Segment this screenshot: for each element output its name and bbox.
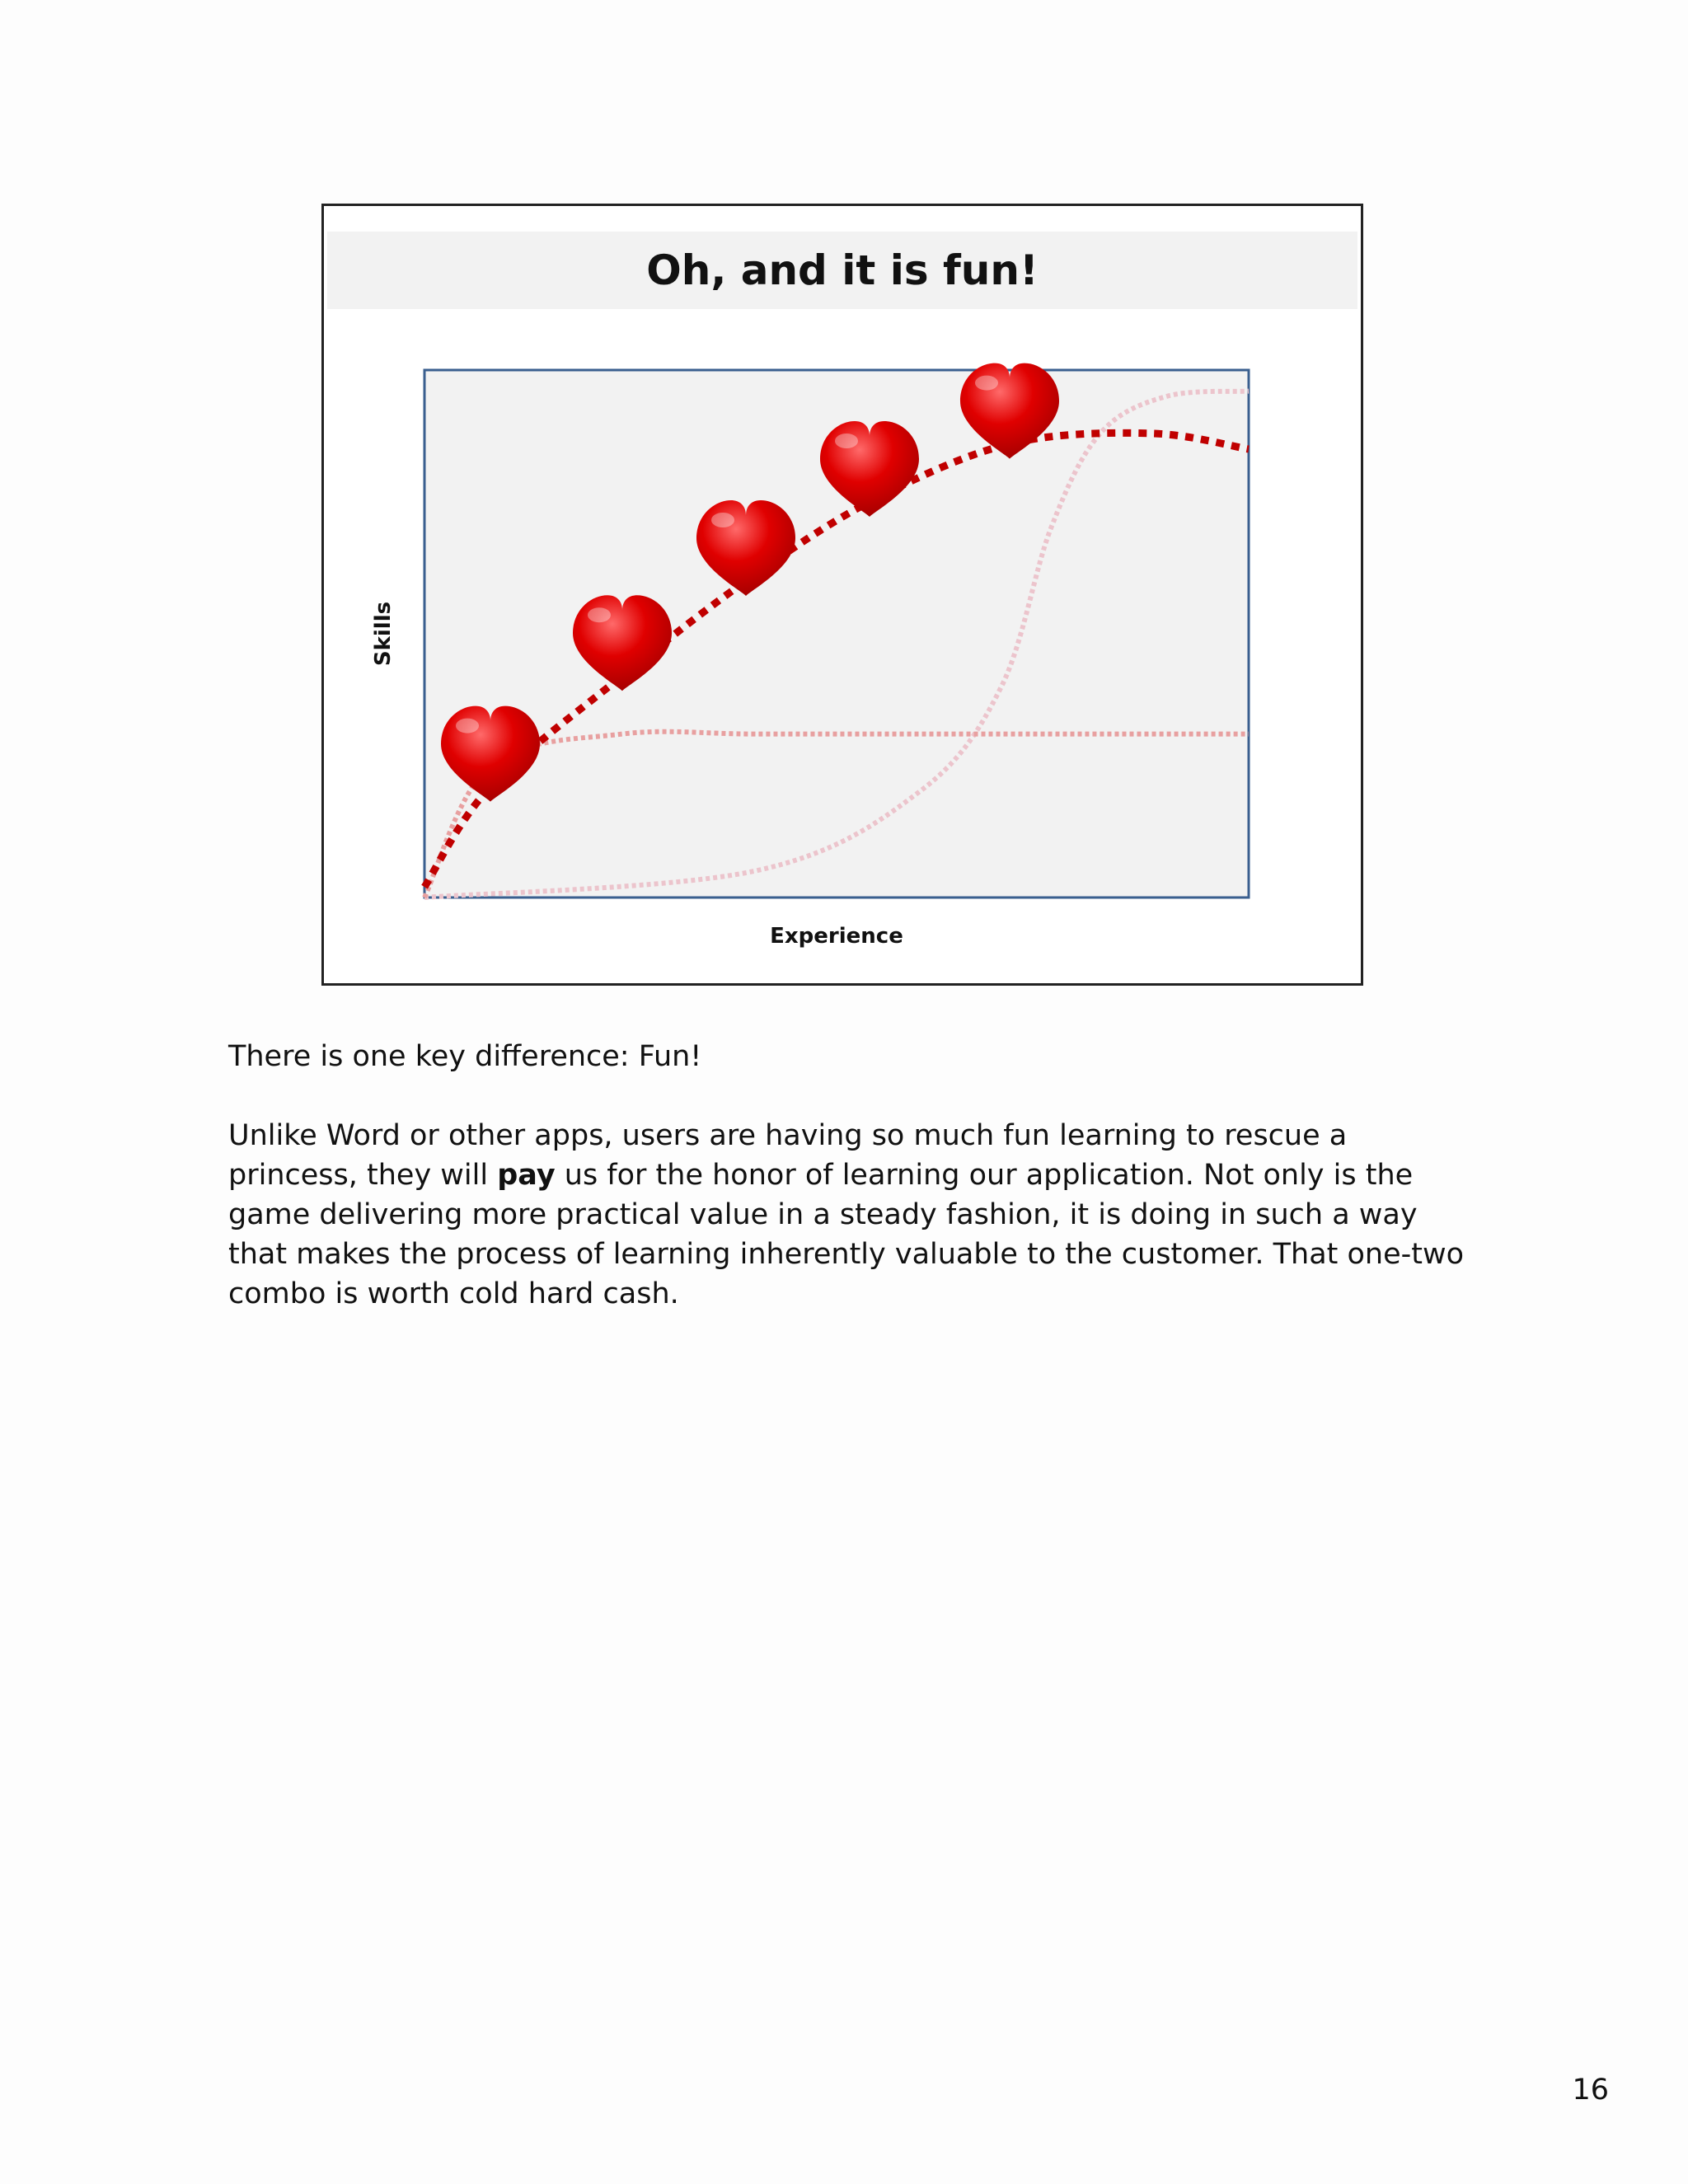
skills-experience-chart [324, 206, 1361, 983]
notes-line-1: There is one key difference: Fun! [228, 1040, 702, 1073]
slide [321, 204, 1363, 986]
heart-shine [588, 607, 611, 622]
x-axis-label: Experience [770, 924, 903, 949]
speaker-notes [228, 1037, 1481, 1314]
heart-shine [975, 376, 998, 391]
slide-title: Oh, and it is fun! [646, 246, 1039, 294]
page-number: 16 [1572, 2074, 1609, 2107]
heart-shine [835, 434, 858, 448]
heart-shine [456, 719, 479, 733]
notes-paragraph [228, 1116, 1481, 1314]
notes-text-after: us for the honor of learning our application. Not only is the game delivering more practical value in a steady fashion, it is doing in such a way that makes the process of learning inherently valuable to the customer. That one-two combo is worth cold hard cash. [228, 1159, 1465, 1310]
notes-bold-pay: pay [497, 1159, 556, 1192]
heart-shine [711, 513, 734, 527]
notes-text-before: Unlike Word or other apps, users are having so much fun learning to rescue a princess, they will [228, 1119, 1348, 1192]
y-axis-label: Skills [371, 601, 396, 667]
notes-gap [228, 1076, 1481, 1116]
